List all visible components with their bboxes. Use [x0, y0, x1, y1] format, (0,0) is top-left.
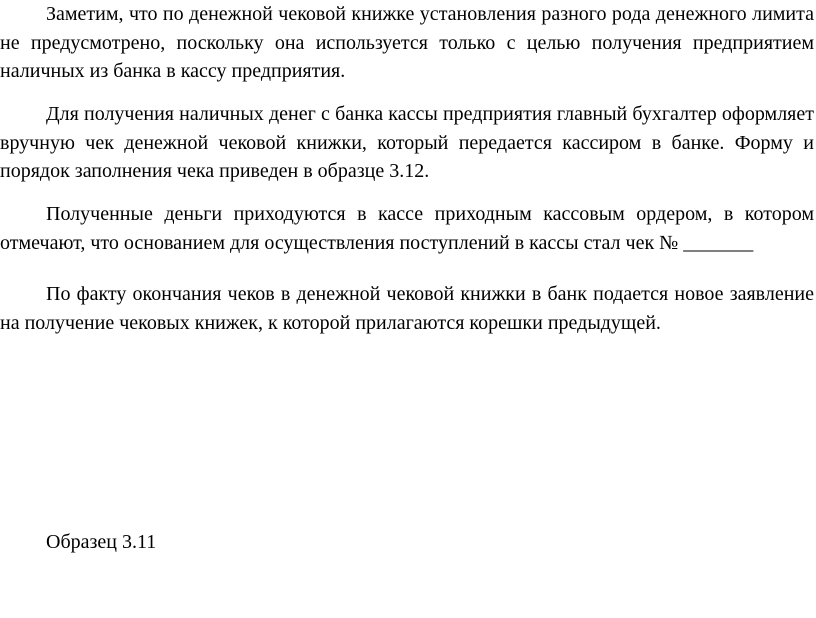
paragraph-2: Для получения наличных денег с банка кассы предприятия главный бухгалтер оформляет вручную чек денежной чековой книжки, который передается кассиром в банке. Форму и порядок заполнения чека приведен в образце 3.12. [0, 103, 814, 182]
paragraph-1: Заметим, что по денежной чековой книжке установления разного рода денежного лимита не предусмотрено, поскольку она используется только с целью получения предприятием наличных из банка в кассу предприятия. [0, 3, 814, 82]
sample-caption: Образец 3.11 [46, 531, 157, 553]
paragraph-4: По факту окончания чеков в денежной чековой книжки в банк подается новое заявление на получение чековых книжек, к которой прилагаются корешки предыдущей. [0, 283, 814, 334]
paragraph-3: Полученные деньги приходуются в кассе приходным кассовым ордером, в котором отмечают, что основанием для осуществления поступлений в кассы стал чек № _______ [0, 203, 814, 254]
